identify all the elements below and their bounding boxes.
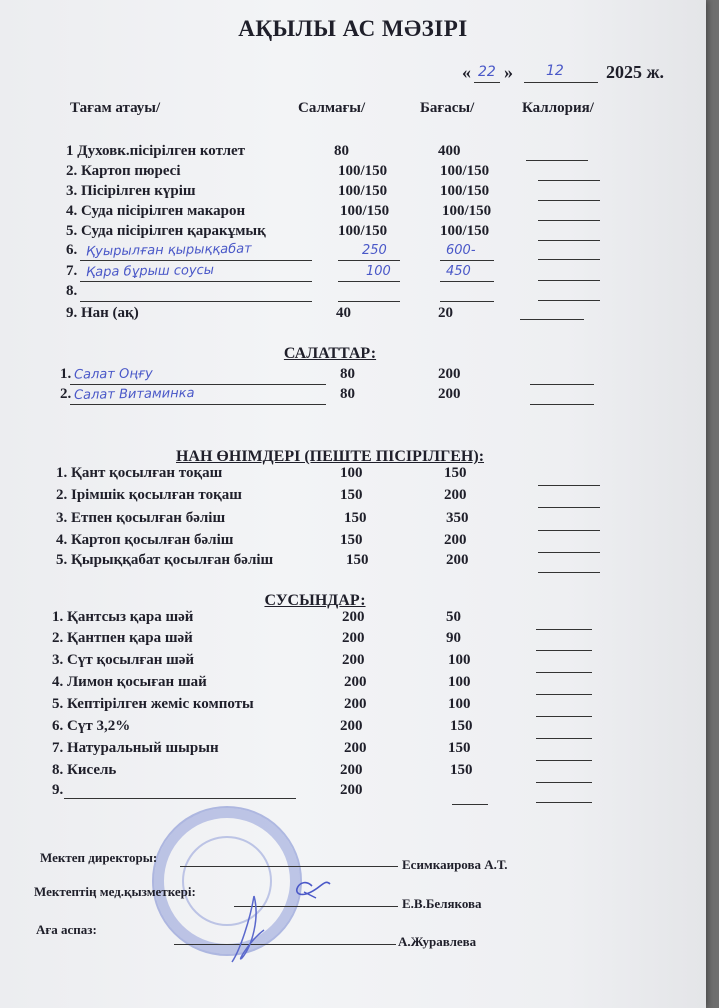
menu-item-price: 100/150 [442,203,492,219]
bakery-item-price: 150 [444,465,467,481]
menu-item-price: 100/150 [440,183,490,199]
bakery-item-label: 1. Қант қосылған тоқаш [56,465,223,481]
header-price: Бағасы/ [420,100,475,116]
date-year: 2025 ж. [606,62,665,82]
blank-line [538,240,600,241]
drink-item-weight: 200 [344,696,367,712]
menu-item-weight: 100/150 [338,163,388,179]
drink-item-label: 5. Кептірілген жеміс компоты [52,696,254,712]
bakery-item-price: 200 [446,552,469,568]
salad-item-price: 200 [438,386,461,402]
menu-item-weight: 250 [362,243,387,258]
menu-item-price: 600- [446,243,476,258]
menu-item-label: 5. Суда пісірілген қаракұмық [66,223,266,239]
blank-line [338,301,400,302]
blank-line [538,552,600,553]
drink-item-label: 6. Сүт 3,2% [52,718,131,734]
menu-item-price: 20 [438,305,453,321]
bakery-item-weight: 100 [340,465,363,481]
blank-line [538,200,600,201]
menu-item-label: 7. [66,263,78,279]
menu-item-label: 8. [66,283,78,299]
drink-item-weight: 200 [340,762,363,778]
blank-line [520,319,584,320]
drink-item-price: 100 [448,674,471,690]
signature-name-director: Есимкаирова А.Т. [402,857,508,872]
handwritten-item-name: Қара бұрыш соусы [85,262,215,281]
drink-item-label: 9. [52,782,64,798]
drink-item-weight: 200 [342,652,365,668]
blank-line [536,782,592,783]
drink-item-price: 150 [448,740,471,756]
drink-item-label: 7. Натуральный шырын [52,740,219,756]
blank-line [530,384,594,385]
handwritten-salad-name: Салат Витаминка [73,385,195,404]
drink-item-weight: 200 [340,718,363,734]
blank-line [530,404,594,405]
drink-item-label: 4. Лимон қосыған шай [52,674,207,690]
menu-item-weight: 100 [366,264,391,279]
bakery-item-price: 350 [446,510,469,526]
date-open-quote: « [462,62,471,82]
bakery-title: НАН ӨНІМДЕРІ (ПЕШТЕ ПІСІРІЛГЕН): [175,448,485,465]
blank-line [440,260,494,261]
blank-line [80,281,312,282]
blank-line [526,160,588,161]
blank-line [64,798,296,799]
blank-line [538,300,600,301]
menu-item-price: 450 [446,264,471,279]
menu-item-label: 9. Нан (ақ) [66,305,139,321]
blank-line [536,738,592,739]
bakery-item-price: 200 [444,532,467,548]
blank-line [538,485,600,486]
drink-item-weight: 200 [342,630,365,646]
blank-line [538,507,600,508]
drink-item-price: 90 [446,630,461,646]
header-calorie: Каллория/ [522,100,594,116]
drinks-title: СУСЫНДАР: [264,592,366,609]
header-weight: Салмағы/ [298,100,366,116]
menu-item-weight: 80 [334,143,349,159]
menu-item-label: 4. Суда пісірілген макарон [66,203,246,219]
header-name: Тағам атауы/ [70,100,161,116]
bakery-item-price: 200 [444,487,467,503]
menu-item-weight: 100/150 [338,183,388,199]
drink-item-price: 100 [448,652,471,668]
date-close-quote: » [504,62,513,82]
drink-item-weight: 200 [340,782,363,798]
menu-item-label: 1 Духовк.пісірілген котлет [66,143,246,159]
blank-line [536,694,592,695]
signature-name-chef: А.Журавлева [398,934,477,949]
blank-line [80,260,312,261]
blank-line [538,220,600,221]
menu-item-weight: 40 [336,305,351,321]
blank-line [536,716,592,717]
signature-role-director: Мектеп директоры: [40,850,158,865]
signature-role-chef: Аға аспаз: [36,922,97,937]
menu-item-price: 100/150 [440,223,490,239]
blank-line [536,629,592,630]
handwritten-signature [220,870,340,970]
blank-line [440,301,494,302]
blank-line [536,760,592,761]
signature-role-nurse: Мектептің мед.қызметкері: [34,884,196,899]
bakery-item-weight: 150 [340,487,363,503]
blank-line [536,672,592,673]
bakery-item-label: 3. Етпен қосылған бәліш [56,510,226,526]
menu-item-label: 3. Пісірілген күріш [66,183,196,199]
blank-line [70,404,326,405]
date-month: 12 [546,63,564,79]
salad-item-number: 2. [60,386,72,402]
blank-line [538,530,600,531]
drink-item-label: 3. Сүт қосылған шәй [52,652,195,668]
menu-item-label: 6. [66,242,78,258]
drink-item-label: 1. Қантсыз қара шәй [52,609,194,625]
blank-line [538,259,600,260]
salad-item-price: 200 [438,366,461,382]
drink-item-label: 8. Кисель [52,762,117,778]
blank-line [452,804,488,805]
blank-line [440,281,494,282]
salads-title: САЛАТТАР: [283,345,377,362]
handwritten-item-name: Қуырылған қырыққабат [85,241,252,260]
menu-item-price: 100/150 [440,163,490,179]
drink-item-label: 2. Қантпен қара шәй [52,630,193,646]
drink-item-price: 100 [448,696,471,712]
handwritten-salad-name: Салат Оңғу [73,366,153,383]
menu-item-price: 400 [438,143,461,159]
salad-item-weight: 80 [340,386,355,402]
signature-name-nurse: Е.В.Белякова [402,896,482,911]
blank-line [338,260,400,261]
bakery-item-weight: 150 [346,552,369,568]
bakery-item-label: 4. Картоп қосылған бәліш [56,532,234,548]
date-day: 22 [478,64,496,80]
drink-item-weight: 200 [344,740,367,756]
bakery-item-label: 2. Ірімшік қосылған тоқаш [56,487,242,503]
blank-line [80,301,312,302]
menu-item-label: 2. Картоп пюресі [66,163,181,179]
blank-line [70,384,326,385]
bakery-item-weight: 150 [344,510,367,526]
menu-item-weight: 100/150 [340,203,390,219]
blank-line [536,650,592,651]
blank-line [536,802,592,803]
salad-item-number: 1. [60,366,72,382]
drink-item-weight: 200 [344,674,367,690]
menu-item-weight: 100/150 [338,223,388,239]
blank-line [538,180,600,181]
drink-item-price: 150 [450,718,473,734]
drink-item-price: 50 [446,609,461,625]
blank-line [538,572,600,573]
drink-item-price: 150 [450,762,473,778]
bakery-item-label: 5. Қырыққабат қосылған бәліш [56,552,274,568]
blank-line [338,281,400,282]
salad-item-weight: 80 [340,366,355,382]
bakery-item-weight: 150 [340,532,363,548]
document-title: АҚЫЛЫ АС МӘЗІРІ [238,16,468,41]
blank-line [538,280,600,281]
drink-item-weight: 200 [342,609,365,625]
